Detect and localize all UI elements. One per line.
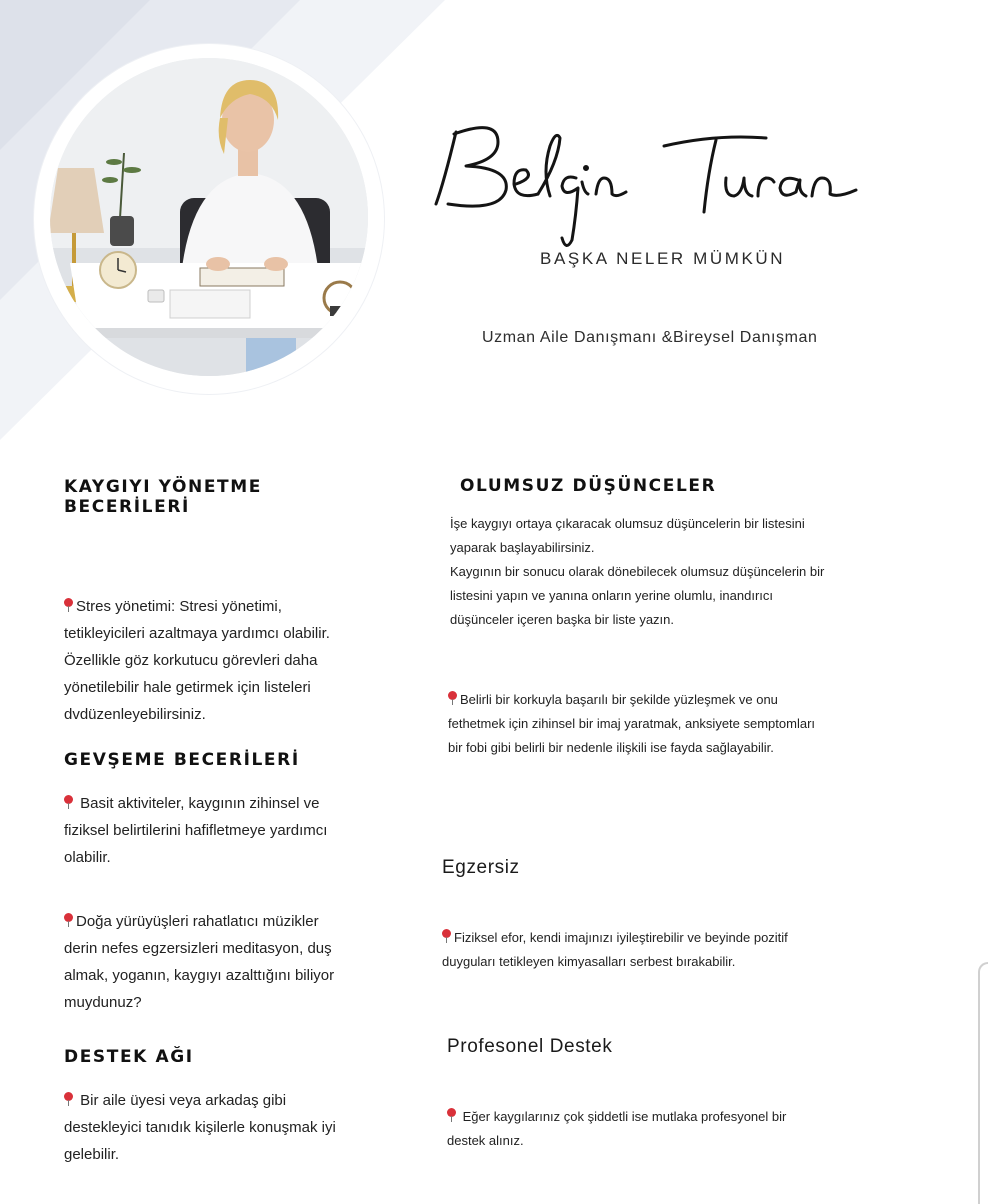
- section-title-anxiety-management: KAYGIYI YÖNETME BECERİLERİ: [64, 477, 262, 517]
- section-title-negative-thoughts: OLUMSUZ DÜŞÜNCELER: [460, 476, 717, 496]
- round-pushpin-icon: [64, 795, 73, 809]
- text-line: yönetilebilir hale getirmek için listeleri: [64, 679, 311, 696]
- relaxation-text-1: [64, 790, 374, 871]
- round-pushpin-icon: [442, 929, 451, 943]
- text-line: dvdüzenleyebilirsiniz.: [64, 706, 206, 723]
- section-title-professional-support: Profesonel Destek: [447, 1036, 613, 1057]
- text-line: duyguları tetikleyen kimyasalları serbest bırakabilir.: [442, 954, 736, 969]
- section-title-support-network: DESTEK AĞI: [64, 1047, 194, 1067]
- text-line: olabilir.: [64, 849, 111, 866]
- support-network-text: [64, 1087, 374, 1168]
- signature-name: [426, 112, 896, 262]
- text-line: düşünceler içeren başka bir liste yazın.: [450, 612, 675, 627]
- job-title: Uzman Aile Danışmanı &Bireysel Danışman: [482, 329, 818, 346]
- text-line: Belirli bir korkuyla başarılı bir şekilde yüzleşmek ve onu: [448, 688, 898, 712]
- round-pushpin-icon: [64, 598, 73, 612]
- text-line: destekleyici tanıdık kişilerle konuşmak iyi: [64, 1119, 336, 1136]
- text-line: Eğer kaygılarınız çok şiddetli ise mutlaka profesyonel bir: [447, 1105, 897, 1129]
- exercise-text: [442, 926, 892, 974]
- profile-photo: [50, 58, 368, 376]
- round-pushpin-icon: [64, 913, 73, 927]
- text-line: Kaygının bir sonucu olarak dönebilecek olumsuz düşüncelerin bir: [450, 564, 825, 579]
- text-line: fethetmek için zihinsel bir imaj yaratmak, anksiyete semptomları: [448, 716, 816, 731]
- text-line: tetikleyicileri azaltmaya yardımcı olabilir.: [64, 625, 330, 642]
- round-pushpin-icon: [64, 1092, 73, 1106]
- signature-graphic: [426, 112, 896, 262]
- round-pushpin-icon: [447, 1108, 456, 1122]
- text-line: muydunuz?: [64, 994, 142, 1011]
- round-pushpin-icon: [448, 691, 457, 705]
- section-title-exercise: Egzersiz: [442, 857, 520, 878]
- text-line: İşe kaygıyı ortaya çıkaracak olumsuz düşüncelerin bir listesini: [450, 516, 805, 531]
- text-line: bir fobi gibi belirli bir nedenle ilişkili ise fayda sağlayabilir.: [448, 740, 774, 755]
- negative-thoughts-text-1: [450, 512, 900, 632]
- text-line: fiziksel belirtilerini hafifletmeye yardımcı: [64, 822, 328, 839]
- text-line: Doğa yürüyüşleri rahatlatıcı müzikler: [64, 908, 374, 935]
- relaxation-text-2: [64, 908, 374, 1016]
- text-line: Stres yönetimi: Stresi yönetimi,: [64, 593, 374, 620]
- text-line: destek alınız.: [447, 1133, 524, 1148]
- text-line: Bir aile üyesi veya arkadaş gibi: [64, 1087, 374, 1114]
- text-line: Fiziksel efor, kendi imajınızı iyileştirebilir ve beyinde pozitif: [442, 926, 892, 950]
- tagline: BAŞKA NELER MÜMKÜN: [540, 249, 786, 268]
- professional-support-text: [447, 1105, 897, 1153]
- scroll-edge[interactable]: [978, 962, 988, 1204]
- section-title-relaxation: GEVŞEME BECERİLERİ: [64, 750, 300, 770]
- text-line: gelebilir.: [64, 1146, 120, 1163]
- text-line: listesini yapın ve yanına onların yerine olumlu, inandırıcı: [450, 588, 774, 603]
- text-line: derin nefes egzersizleri meditasyon, duş: [64, 940, 332, 957]
- negative-thoughts-text-2: [448, 688, 898, 760]
- text-line: almak, yoganın, kaygıyı azalttığını biliyor: [64, 967, 335, 984]
- text-line: yaparak başlayabilirsiniz.: [450, 540, 595, 555]
- text-line: Özellikle göz korkutucu görevleri daha: [64, 652, 318, 669]
- anxiety-management-text: [64, 593, 374, 728]
- text-line: Basit aktiviteler, kaygının zihinsel ve: [64, 790, 374, 817]
